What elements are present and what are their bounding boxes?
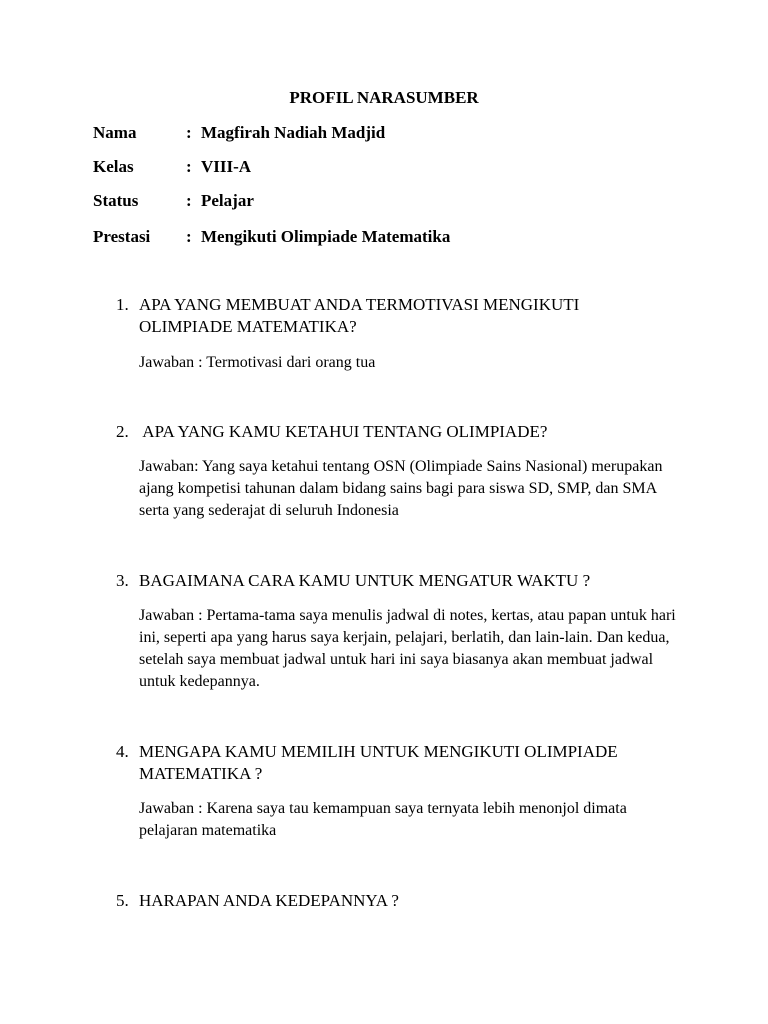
- answer-text: Jawaban : Pertama-tama saya menulis jadwal di notes, kertas, atau papan untuk hari ini, seperti apa yang harus saya kerjain, pelajari, berlatih, dan lain-lain. Dan kedua, setelah saya membuat jadwal untuk hari ini saya biasanya akan membuat jadwal untuk kedepannya.: [139, 607, 676, 690]
- question-number: 5.: [116, 891, 129, 910]
- profile-value: VIII-A: [201, 157, 252, 176]
- profile-label: Kelas: [93, 157, 134, 176]
- answer-text: Jawaban : Termotivasi dari orang tua: [139, 354, 376, 371]
- question-number: 1.: [116, 295, 129, 314]
- profile-value: Mengikuti Olimpiade Matematika: [201, 227, 451, 246]
- question-text: APA YANG KAMU KETAHUI TENTANG OLIMPIADE?: [139, 422, 548, 441]
- profile-colon: :: [186, 157, 192, 176]
- question-text: APA YANG MEMBUAT ANDA TERMOTIVASI MENGIKUTI OLIMPIADE MATEMATIKA?: [139, 295, 580, 336]
- question-text: BAGAIMANA CARA KAMU UNTUK MENGATUR WAKTU ?: [139, 571, 591, 590]
- question-item: [116, 421, 676, 443]
- question-item: [116, 294, 676, 338]
- profile-row-kelas: [93, 156, 251, 178]
- profile-colon: :: [186, 123, 192, 142]
- profile-colon: :: [186, 227, 192, 246]
- document-title: PROFIL NARASUMBER: [289, 88, 479, 107]
- profile-row-nama: [93, 122, 385, 144]
- profile-colon: :: [186, 191, 192, 210]
- profile-row-status: [93, 190, 254, 212]
- profile-value: Pelajar: [201, 191, 254, 210]
- question-number: 2.: [116, 422, 129, 441]
- question-item: [116, 570, 676, 592]
- question-item: [116, 890, 676, 912]
- question-text: MENGAPA KAMU MEMILIH UNTUK MENGIKUTI OLIMPIADE MATEMATIKA ?: [139, 742, 618, 783]
- question-number: 4.: [116, 742, 129, 761]
- profile-label: Nama: [93, 123, 137, 142]
- profile-label: Prestasi: [93, 227, 151, 246]
- question-item: [116, 741, 676, 785]
- profile-row-prestasi: [93, 226, 450, 248]
- question-text: HARAPAN ANDA KEDEPANNYA ?: [139, 891, 399, 910]
- answer-text: Jawaban: Yang saya ketahui tentang OSN (Olimpiade Sains Nasional) merupakan ajang kompetisi tahunan dalam bidang sains bagi para siswa SD, SMP, dan SMA serta yang sederajat di seluruh Indonesia: [139, 458, 663, 519]
- profile-value: Magfirah Nadiah Madjid: [201, 123, 386, 142]
- profile-label: Status: [93, 191, 139, 210]
- answer-text: Jawaban : Karena saya tau kemampuan saya ternyata lebih menonjol dimata pelajaran matematika: [139, 800, 627, 839]
- question-number: 3.: [116, 571, 129, 590]
